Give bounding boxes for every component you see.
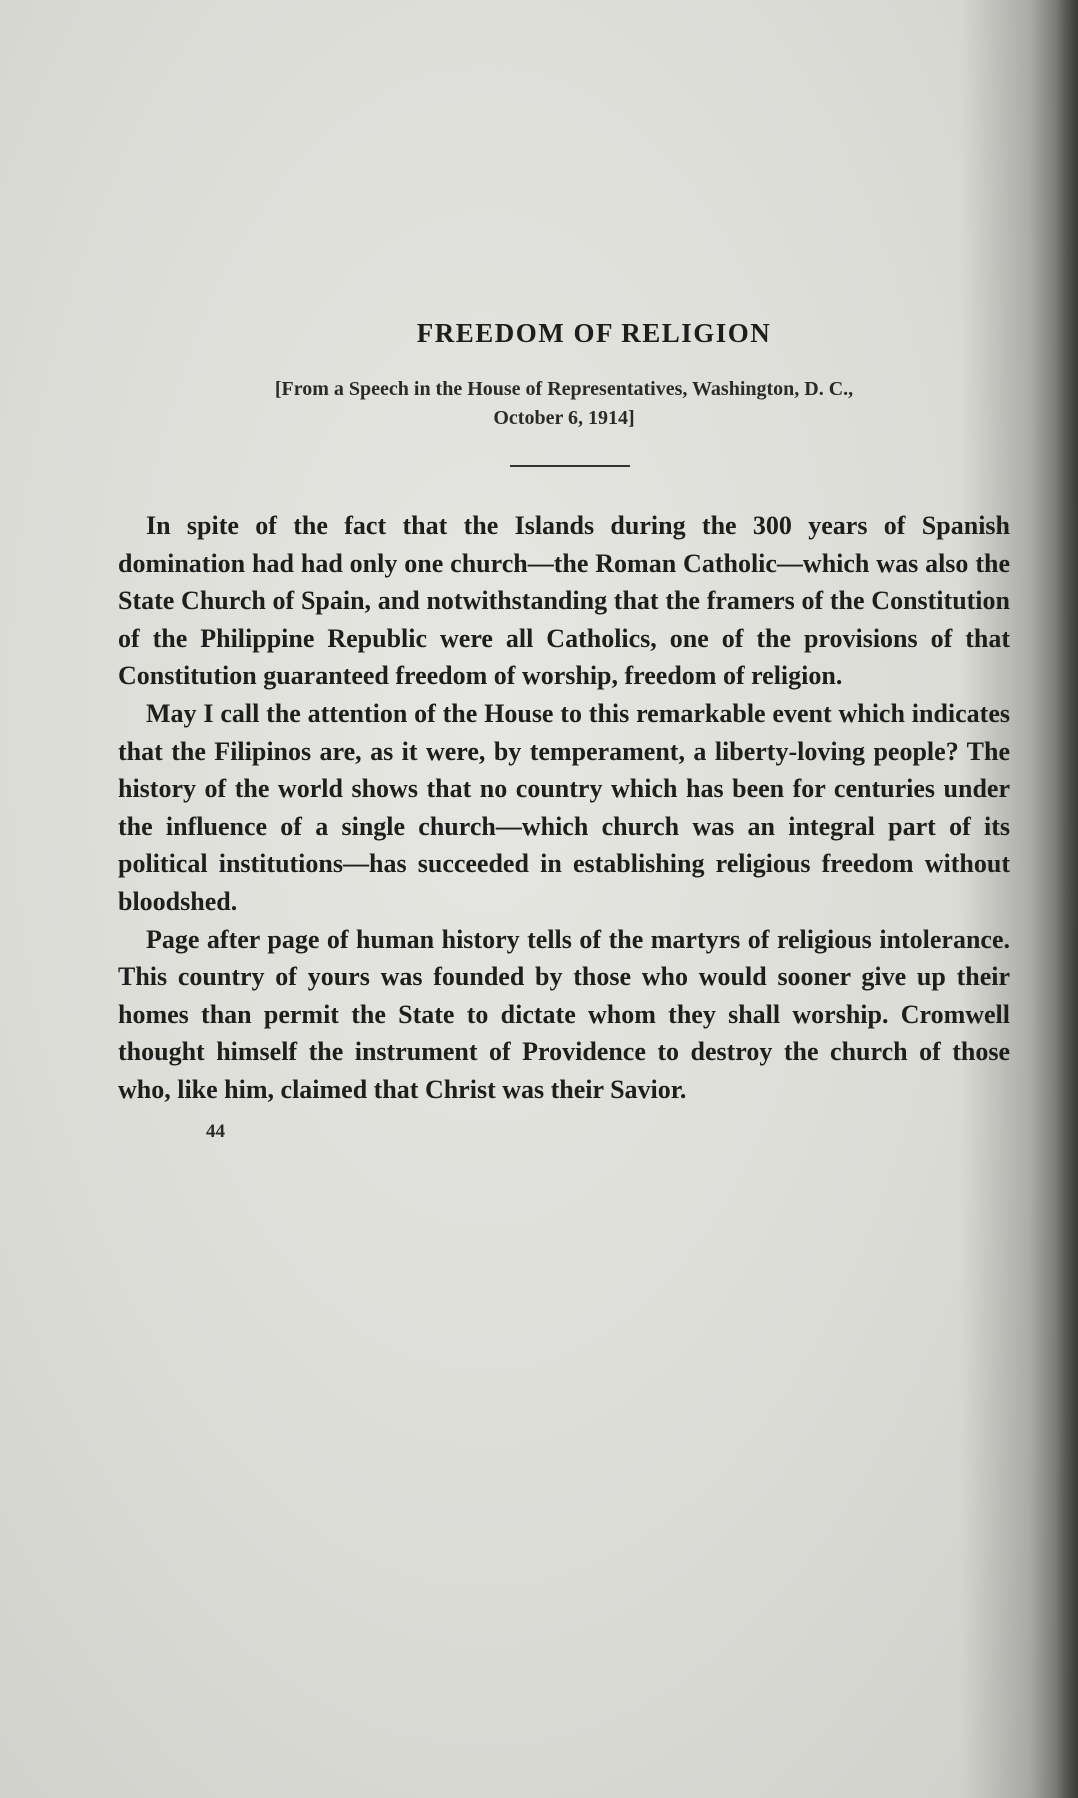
body-paragraph-3: Page after page of human history tells of the martyrs of religious intolerance. This country of yours was founded by those who would sooner give up their homes than permit the State to dictate whom they shall worship. Cromwell thought himself the instrument of Providence to destroy the church of those who, like him, claimed that Christ was their Savior. bbox=[118, 924, 1010, 1104]
page-content bbox=[118, 318, 1010, 1143]
section-divider bbox=[510, 465, 630, 467]
page-number: 44 bbox=[206, 1120, 225, 1142]
source-citation-line-1: [From a Speech in the House of Representatives, Washington, D. C., bbox=[274, 378, 854, 400]
source-citation-line-2: October 6, 1914] bbox=[493, 407, 635, 429]
body-paragraph-2: May I call the attention of the House to this remarkable event which indicates that the Filipinos are, as it were, by temperament, a liberty-loving people? The history of the world shows that no country which has been for centuries under the influence of a single church—which church was an integral part of its political institutions—has succeeded in establishing religious freedom without bloodshed. bbox=[118, 698, 1010, 916]
spine-shadow bbox=[1056, 0, 1078, 1798]
page-title: FREEDOM OF RELIGION bbox=[416, 318, 772, 348]
body-paragraph-1: In spite of the fact that the Islands during the 300 years of Spanish domination had had only one church—the Roman Catholic—which was also the State Church of Spain, and notwithstanding that the framers of the Constitution of the Philippine Republic were all Catholics, one of the provisions of that Constitution guaranteed freedom of worship, freedom of religion. bbox=[118, 511, 1010, 691]
